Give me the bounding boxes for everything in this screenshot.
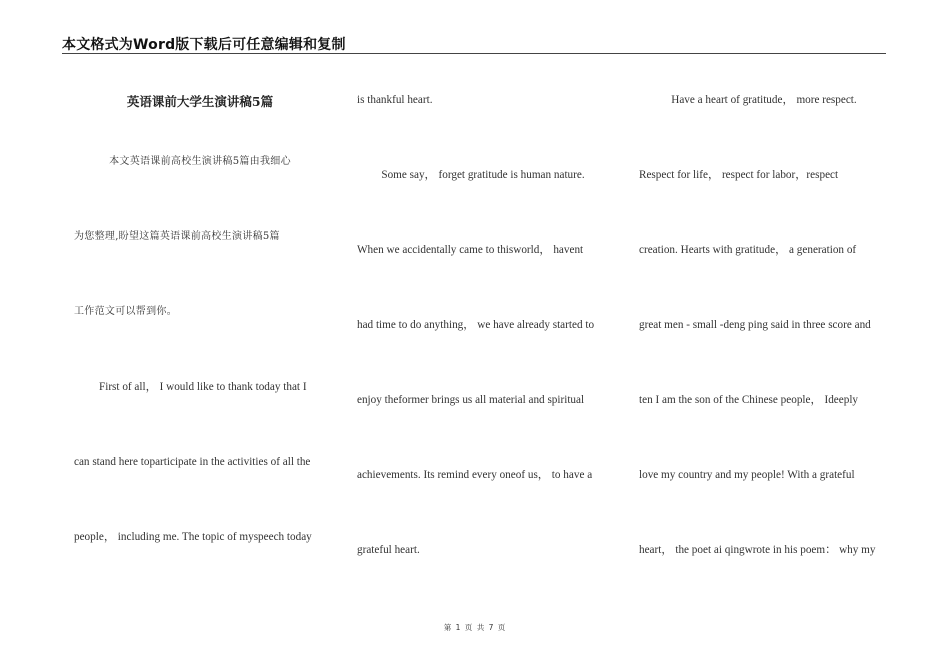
text-line: Some say， forget gratitude is human nature. xyxy=(381,169,585,181)
text-line: creation. Hearts with gratitude， a generation of xyxy=(639,244,857,256)
column-2 xyxy=(357,0,609,672)
text-line: grateful heart. xyxy=(357,544,420,556)
text-line: Have a heart of gratitude， more respect. xyxy=(671,94,857,106)
text-line: people， including me. The topic of myspeech today xyxy=(74,531,312,543)
document-title: 英语课前大学生演讲稿5篇 xyxy=(126,94,274,109)
text-line: Respect for life， respect for labor，respect xyxy=(639,169,839,181)
text-line: great men - small -deng ping said in three score and xyxy=(639,319,871,331)
text-line: 本文英语课前高校生演讲稿5篇由我细心 xyxy=(109,156,291,167)
text-line: love my country and my people! With a grateful xyxy=(639,469,855,481)
page-footer: 第 1 页 共 7 页 xyxy=(443,623,507,632)
text-line: 为您整理,盼望这篇英语课前高校生演讲稿5篇 xyxy=(74,231,280,242)
text-line: can stand here toparticipate in the activities of all the xyxy=(74,456,311,468)
text-line: had time to do anything， we have already started to xyxy=(357,319,595,331)
column-1 xyxy=(74,0,326,672)
text-line: achievements. Its remind every oneof us， to have a xyxy=(357,469,593,481)
text-line: ten I am the son of the Chinese people， Ideeply xyxy=(639,394,859,406)
text-line: 工作范文可以帮到你。 xyxy=(74,306,177,317)
text-line: is thankful heart. xyxy=(357,94,433,106)
text-line: heart， the poet ai qingwrote in his poem： why my xyxy=(639,544,876,556)
text-line: enjoy theformer brings us all material and spiritual xyxy=(357,394,585,406)
text-line: When we accidentally came to thisworld， havent xyxy=(357,244,584,256)
text-line: First of all， I would like to thank today that I xyxy=(99,381,307,393)
column-3 xyxy=(639,0,889,672)
page-header: 本文格式为Word版下载后可任意编辑和复制 xyxy=(62,37,346,53)
